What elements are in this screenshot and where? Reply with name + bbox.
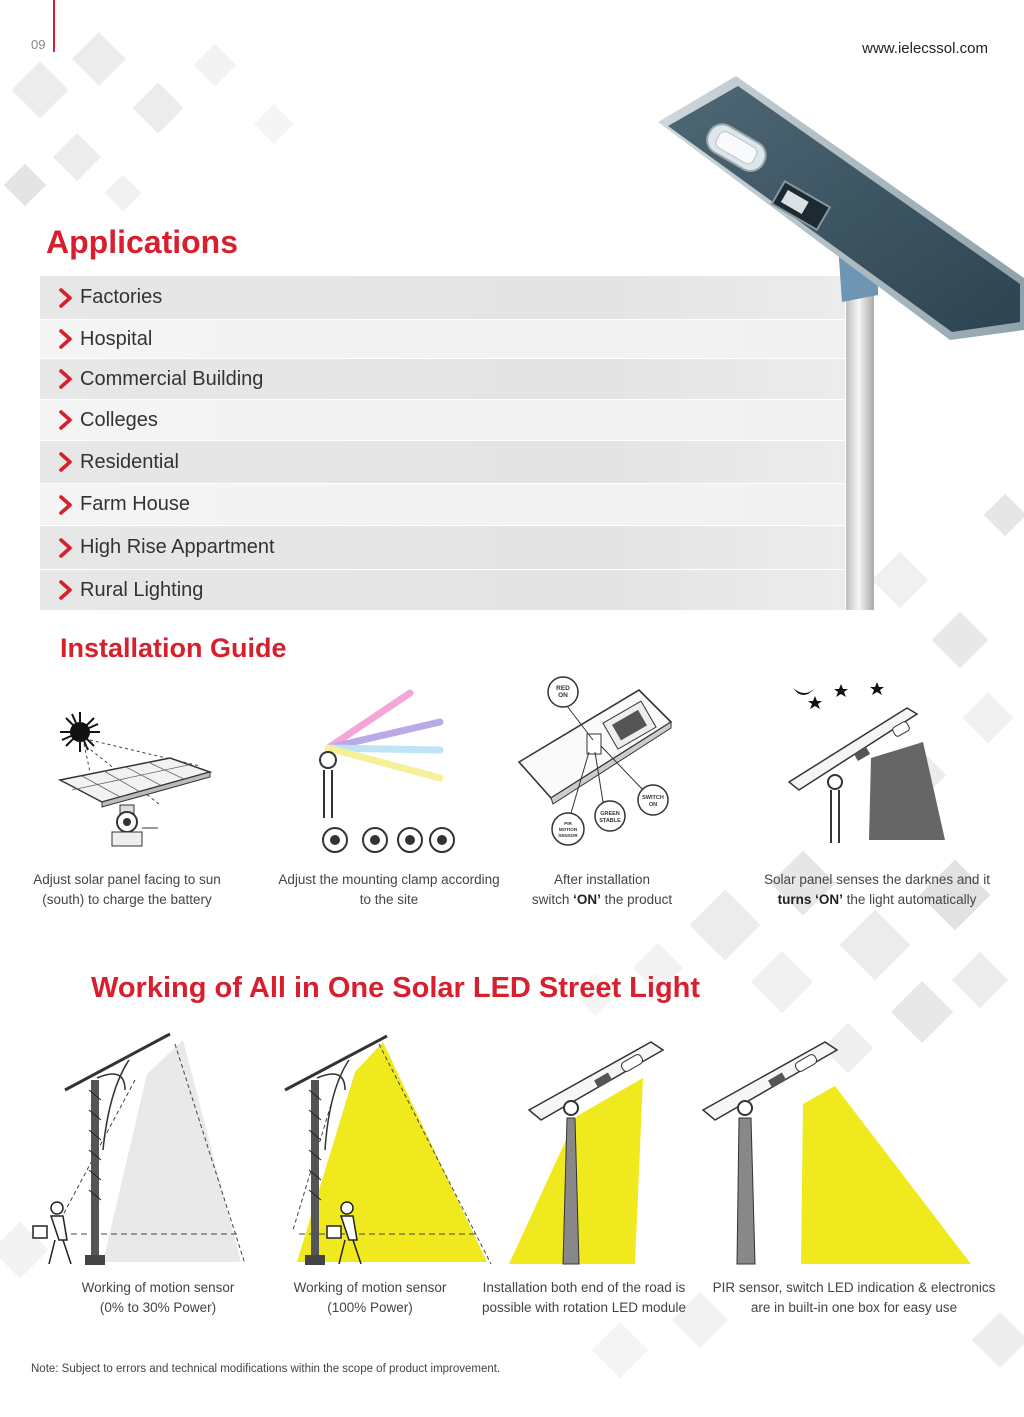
installation-caption-1 [16,870,238,910]
caption-line: possible with rotation LED module [481,1300,687,1315]
caption-line: (100% Power) [327,1300,413,1315]
moon-icon [793,688,815,695]
application-label: Residential [80,450,179,473]
caption-line: PIR sensor, switch LED indication & electronics [712,1280,996,1295]
application-label: Rural Lighting [80,578,204,601]
installation-caption-2 [268,870,510,910]
caption-bold: ‘ON’ [573,892,601,907]
caption-line: After installation [553,872,651,887]
caption-line: Adjust the mounting clamp according [278,872,500,887]
caption-line: are in built-in one box for easy use [750,1300,958,1315]
working-caption-3 [472,1278,696,1318]
working-title: Working of All in One Solar LED Street Light [91,972,701,1004]
switch-on-label-line1: SWITCH [642,795,664,801]
caption-line: Working of motion sensor [293,1280,447,1295]
application-label: Hospital [80,327,153,350]
caption-text: the light automatically [842,892,977,907]
mounting-clamp-illustration [300,688,465,860]
caption-line: Installation both end of the road is [482,1280,686,1295]
green-stable-label-line1: GREEN [600,811,620,817]
caption-line [752,890,1002,910]
caption-text: the product [600,892,673,907]
caption-line [518,890,686,910]
pir-label-line3: SENSOR [558,833,578,838]
green-stable-label-line2: STABLE [599,818,621,824]
caption-bold: turns ‘ON’ [777,892,843,907]
application-label: Farm House [80,493,191,515]
application-label: Factories [80,286,163,308]
caption-line: Solar panel senses the darknes and it [764,872,990,887]
chevron-right-icon [58,451,74,473]
solar-panel-sun-illustration [50,710,220,850]
red-on-label-line2: ON [558,692,568,699]
chevron-right-icon [58,537,74,559]
working-caption-2 [270,1278,470,1318]
chevron-right-icon [58,579,74,601]
installation-caption-4 [752,870,1002,910]
chevron-right-icon [58,368,74,390]
caption-line: (south) to charge the battery [42,892,212,907]
application-label: High Rise Appartment [80,536,275,558]
caption-line: Working of motion sensor [81,1280,235,1295]
chevron-right-icon [58,409,74,431]
night-auto-on-illustration [785,678,955,850]
header-red-rule [53,0,55,52]
switch-on-label-line2: ON [648,802,658,808]
website-url[interactable]: www.ielecssol.com [862,40,988,57]
application-label: Commercial Building [80,367,264,390]
caption-line: Adjust solar panel facing to sun [33,872,221,887]
chevron-right-icon [58,328,74,350]
chevron-right-icon [58,287,74,309]
installation-caption-3 [518,870,686,910]
working-caption-1 [58,1278,258,1318]
stars-icon [808,682,884,709]
motion-sensor-full-power-illustration [275,1030,505,1270]
street-light-hero-illustration [650,70,1024,610]
working-caption-4 [708,1278,1000,1318]
caption-line: to the site [359,892,419,907]
switch-on-illustration [515,676,675,846]
red-on-label-line1: RED [556,685,570,692]
footer-note: Note: Subject to errors and technical modifications within the scope of product improvement. [31,1363,501,1375]
applications-title: Applications [46,224,239,260]
pir-label-line2: MOTION [558,827,578,832]
chevron-right-icon [58,494,74,516]
rotation-led-module-illustration [495,1028,675,1268]
caption-line: (0% to 30% Power) [99,1300,217,1315]
caption-text: switch [531,892,574,907]
application-label: Colleges [80,408,158,431]
motion-sensor-low-power-illustration [25,1030,255,1270]
pir-label-line1: PIR [564,821,572,826]
sun-icon [60,712,100,752]
built-in-box-illustration [695,1028,985,1268]
installation-guide-title: Installation Guide [60,633,287,663]
page-number: 09 [31,37,46,52]
